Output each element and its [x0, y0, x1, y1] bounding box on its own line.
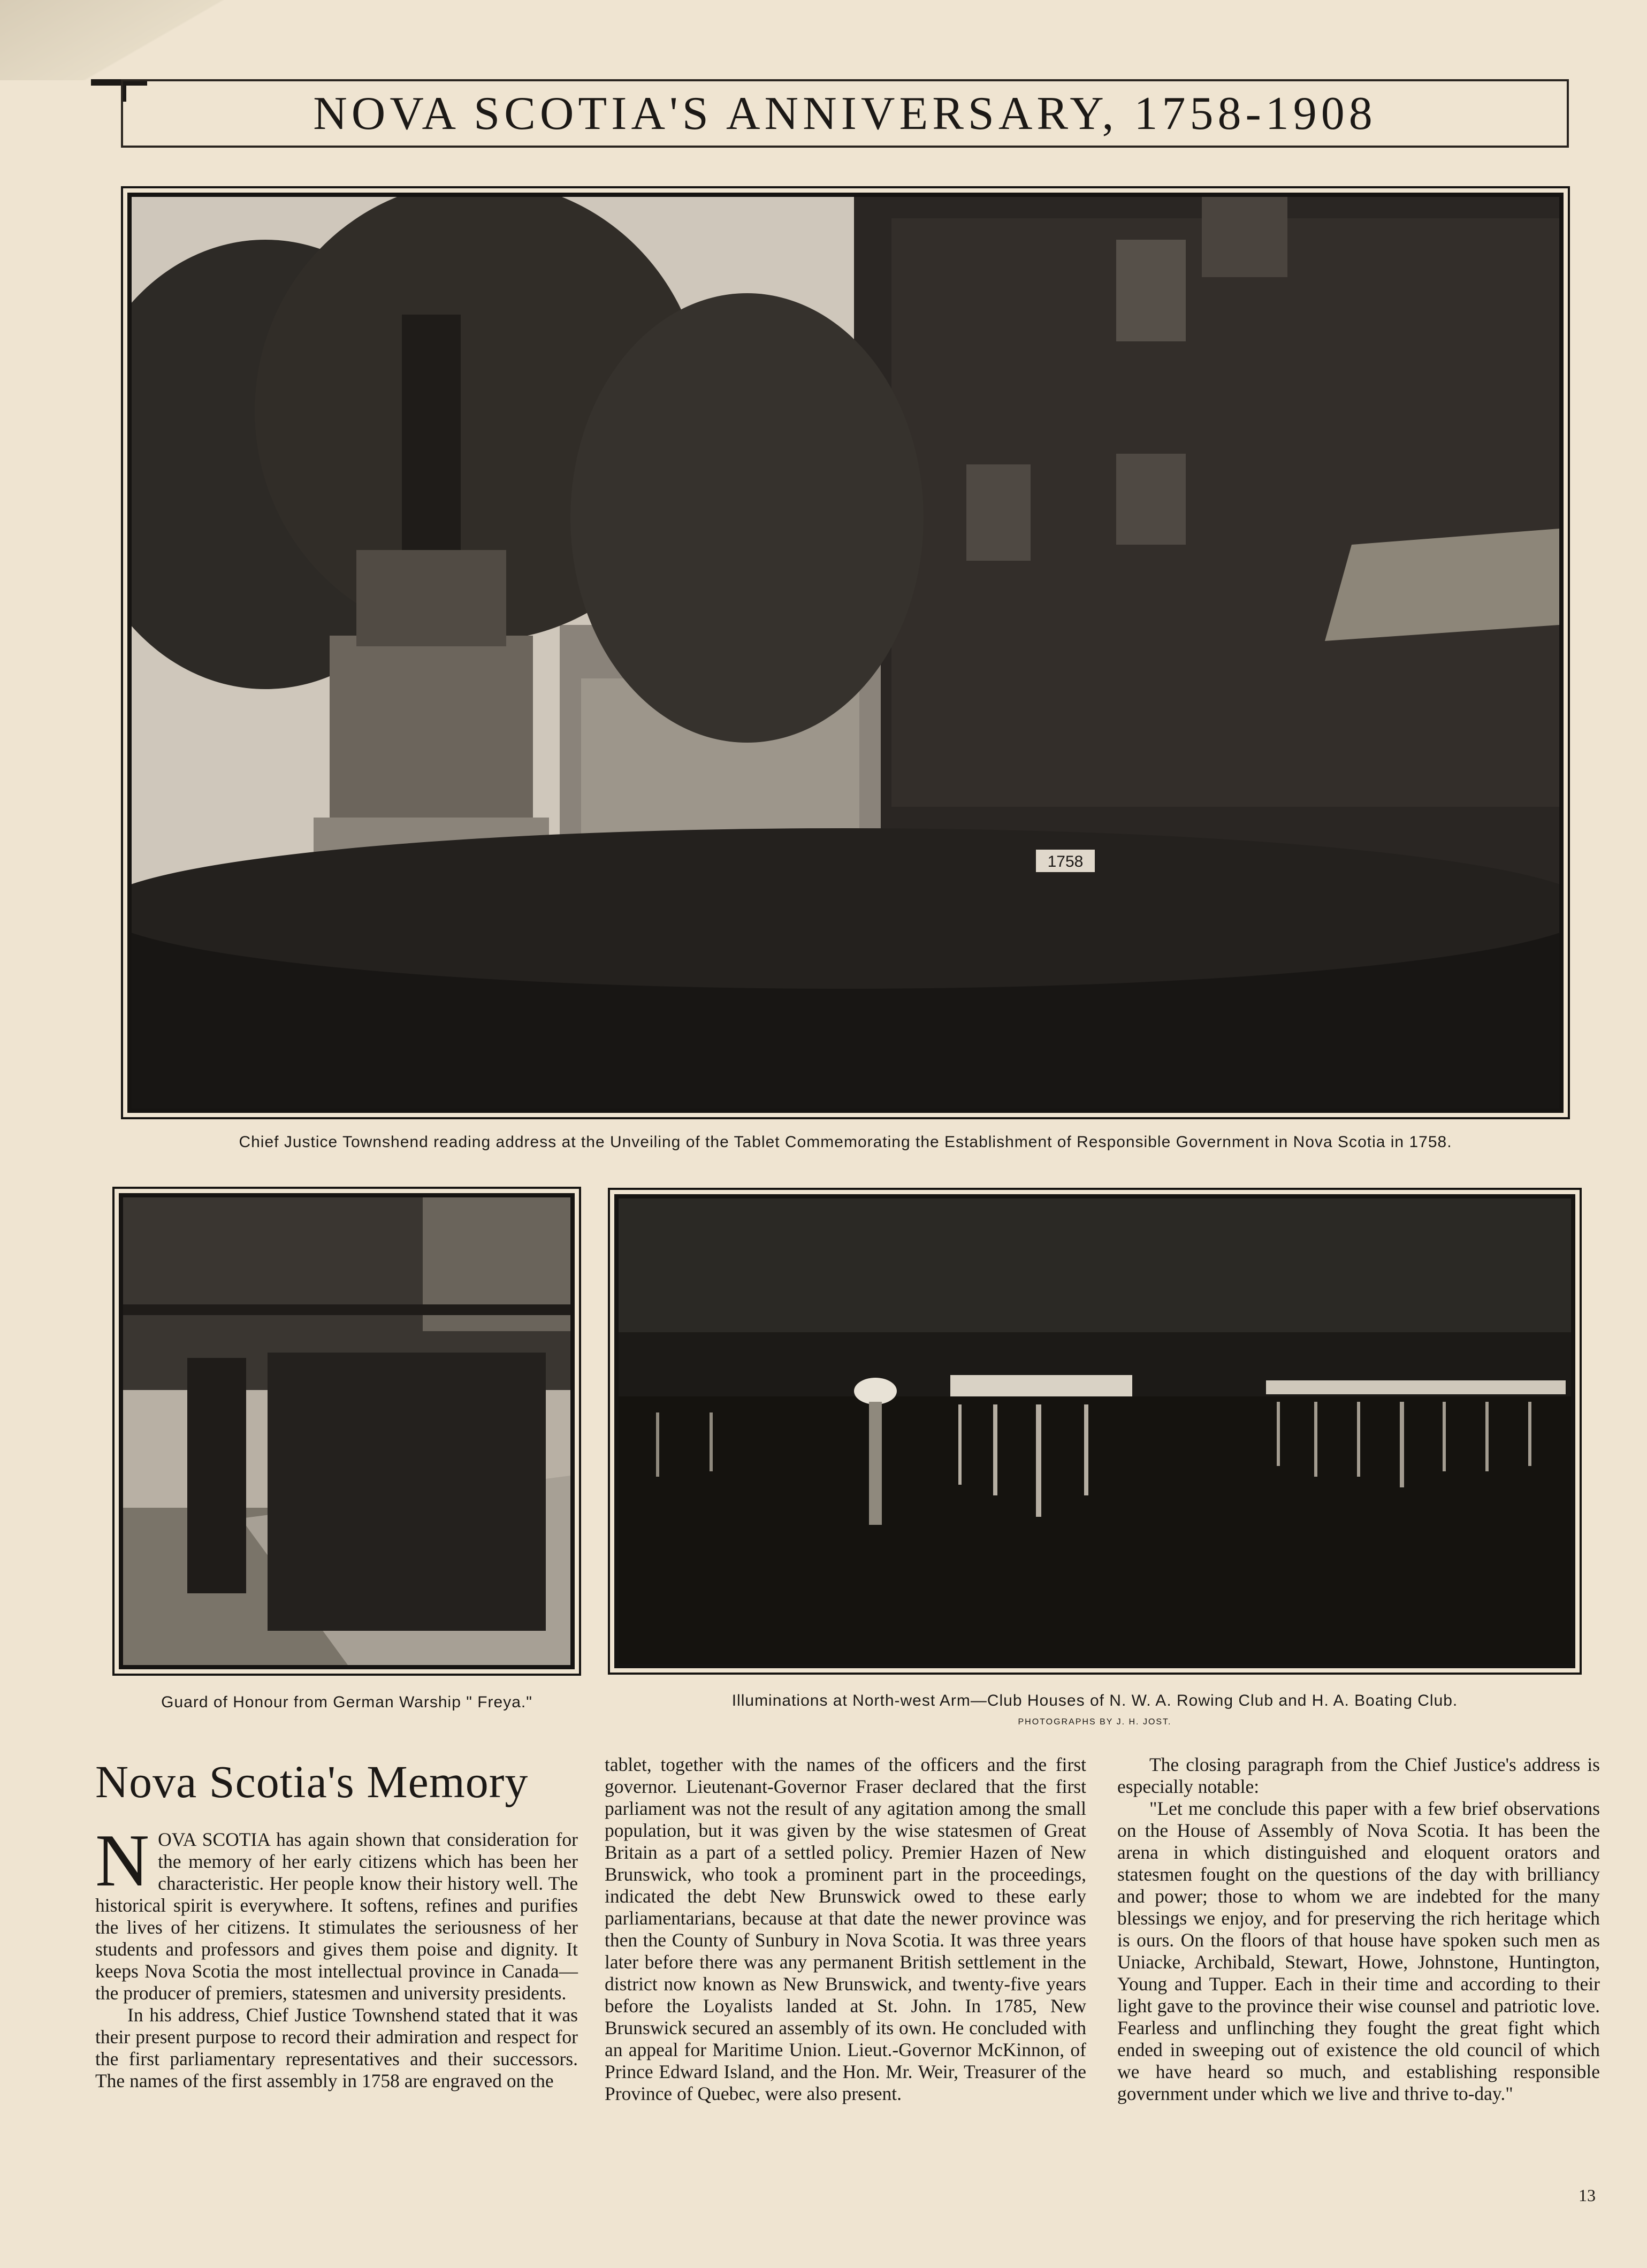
article-paragraph: In his address, Chief Justice Townshend stated that it was their present purpose to record their admiration and respect for the first parliamentary representatives and their successors. The names of the first assembly in 1758 are engraved on the [95, 2004, 578, 2091]
article-heading: Nova Scotia's Memory [95, 1756, 529, 1807]
page-number: 13 [1579, 2186, 1596, 2205]
main-photo-sign: 1758 [1047, 853, 1084, 870]
illumination-photo-image [619, 1198, 1571, 1664]
main-photo-image [132, 197, 1559, 1109]
drop-cap: N [95, 1819, 150, 1902]
guard-photo-image [123, 1197, 570, 1665]
article-column-1 [95, 1819, 578, 2092]
article-paragraph: OVA SCOTIA has again shown that consideration for the memory of her early citizens which has been her characteristic. Her people know their history well. The historical spirit is everywhere. It softens, refines and purifies the lives of her citizens. It stimulates the seriousness of her students and professors and gives them poise and dignity. It keeps Nova Scotia the most intellectual province in Canada—the producer of premiers, statesmen and university presidents. [95, 1829, 578, 2004]
guard-photo-caption: Guard of Honour from German Warship " Freya." [161, 1693, 532, 1711]
main-photo-caption: Chief Justice Townshend reading address at the Unveiling of the Tablet Commemorating the Establishment of Responsible Government in Nova Scotia in 1758. [239, 1133, 1452, 1151]
article-paragraph: The closing paragraph from the Chief Justice's address is especially notable: [1117, 1754, 1600, 1797]
article-column-3 [1117, 1754, 1600, 2105]
article-column-2 [605, 1754, 1086, 2105]
main-photo [127, 193, 1564, 1113]
illumination-photo-caption: Illuminations at North-west Arm—Club Houses of N. W. A. Rowing Club and H. A. Boating Club. [731, 1692, 1458, 1709]
guard-photo [119, 1193, 575, 1669]
page-title-box [121, 79, 1569, 148]
torn-corner [0, 0, 230, 80]
photo-credit: PHOTOGRAPHS BY J. H. JOST. [1018, 1717, 1172, 1727]
illumination-photo [614, 1194, 1575, 1668]
article-paragraph: tablet, together with the names of the officers and the first governor. Lieutenant-Governor Fraser declared that the first parliament was not the result of any agitation among the small population, but it was given by the wise statesmen of Great Britain as a part of a settled policy. Premier Hazen of New Brunswick, who took a prominent part in the proceedings, indicated the debt New Brunswick owed to these early parliamentarians, because at that date the newer province was then the County of Sunbury in Nova Scotia. It was three years later before there was any permanent British settlement in the district now known as New Brunswick, and twenty-five years before the Loyalists landed at St. John. In 1785, New Brunswick secured an assembly of its own. He concluded with an appeal for Maritime Union. Lieut.-Governor McKinnon, of Prince Edward Island, and the Hon. Mr. Weir, Treasurer of the Province of Quebec, were also present. [605, 1754, 1086, 2104]
page-title: NOVA SCOTIA'S ANNIVERSARY, 1758-1908 [313, 87, 1377, 140]
article-paragraph: "Let me conclude this paper with a few brief observations on the House of Assembly of Nova Scotia. It has been the arena in which distinguished and eloquent orators and statesmen fought on the questions of the day with brilliancy and power; those to whom we are indebted for the many blessings we enjoy, and for preserving the rich heritage which is ours. On the floors of that house have spoken such men as Uniacke, Archibald, Stewart, Howe, Johnstone, Huntington, Young and Tupper. Each in their time and according to their light gave to the province their wise counsel and patriotic love. Fearless and unflinching they fought the great fight which ended in sweeping out of existence the old council of which we have heard so much, and establishing responsible government under which we live and thrive to-day." [1117, 1798, 1600, 2104]
